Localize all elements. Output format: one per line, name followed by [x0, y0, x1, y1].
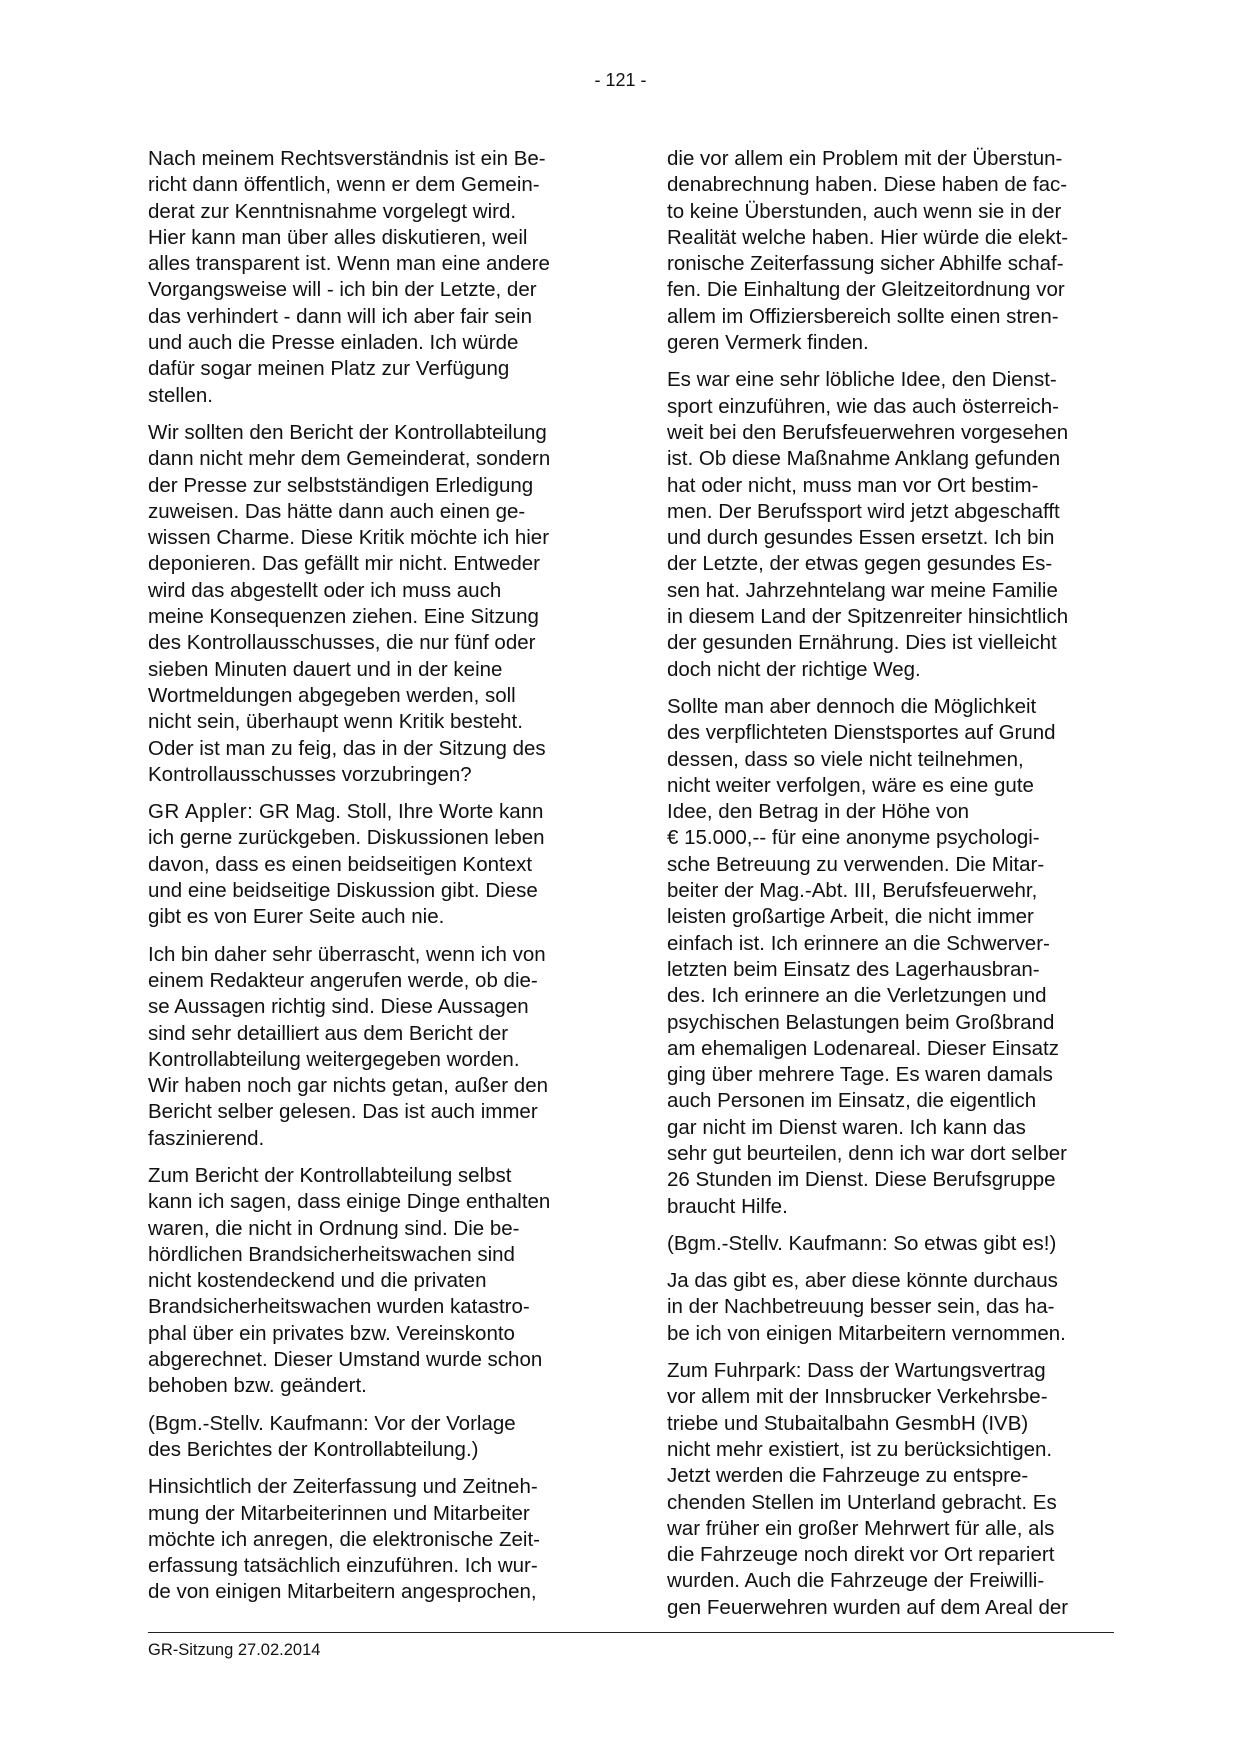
interjection: (Bgm.-Stellv. Kaufmann: So etwas gibt es!) [667, 1231, 1057, 1255]
paragraph: Zum Fuhrpark: Dass der Wartungsvertrag vor allem mit der Innsbrucker Verkehrsbe- triebe und Stubaitalbahn GesmbH (IVB) nicht mehr existiert, ist zu berücksichtigen. Jetzt werden die Fahrzeuge zu entspre- chenden Stellen im Unterland gebracht. Es war früher ein großer Mehrwert für alle, als die Fahrzeuge noch direkt vor Ort repariert wurden. Auch die Fahrzeuge der Freiwilli- gen Feuerwehren wurden auf dem Areal der [667, 1359, 1069, 1619]
paragraph: Wir sollten den Bericht der Kontrollabteilung dann nicht mehr dem Gemeinderat, sondern der Presse zur selbstständigen Erledigung zuweisen. Das hätte dann auch einen ge- wissen Charme. Diese Kritik möchte ich hier deponieren. Das gefällt mir nicht. Entweder wird das abgestellt oder ich muss auch meine Konsequenzen ziehen. Eine Sitzung des Kontrollausschusses, die nur fünf oder sieben Minuten dauert und in der keine Wortmeldungen abgegeben werden, soll nicht sein, überhaupt wenn Kritik besteht. Oder ist man zu feig, das in der Sitzung des Kontrollausschusses vorzubringen? [148, 420, 551, 786]
paragraph: Zum Bericht der Kontrollabteilung selbst kann ich sagen, dass einige Dinge enthalten waren, die nicht in Ordnung sind. Die be- hördlichen Brandsicherheitswachen sind nicht kostendeckend und die privaten Brandsicherheitswachen wurden katastro- phal über ein privates bzw. Vereinskonto abgerechnet. Dieser Umstand wurde schon behoben bzw. geändert. [148, 1163, 551, 1398]
paragraph: Ja das gibt es, aber diese könnte durchaus in der Nachbetreuung besser sein, das ha- be ich von einigen Mitarbeitern vernommen. [667, 1269, 1066, 1345]
paragraph: Nach meinem Rechtsverständnis ist ein Be- richt dann öffentlich, wenn er dem Gemein- derat zur Kenntnisnahme vorgelegt wird. Hier kann man über alles diskutieren, weil alles transparent ist. Wenn man eine andere Vorgangsweise will - ich bin der Letzte, der das verhindert - dann will ich aber fair sein und auch die Presse einladen. Ich würde dafür sogar meinen Platz zur Verfügung stellen. [148, 147, 550, 407]
interjection: (Bgm.-Stellv. Kaufmann: Vor der Vorlage des Berichtes der Kontrollabteilung.) [148, 1411, 516, 1461]
footer-text: GR-Sitzung 27.02.2014 [148, 1641, 321, 1659]
footer-rule [148, 1632, 1114, 1633]
left-column [148, 146, 594, 1617]
paragraph: die vor allem ein Problem mit der Überstun- denabrechnung haben. Diese haben de fac- to keine Überstunden, auch wenn sie in der Realität welche haben. Hier würde die elekt- ronische Zeiterfassung sicher Abhilfe schaf- fen. Die Einhaltung der Gleitzeitordnung vor allem im Offiziersbereich sollte einen stren- geren Vermerk finden. [667, 147, 1069, 355]
paragraph: Hinsichtlich der Zeiterfassung und Zeitneh- mung der Mitarbeiterinnen und Mitarbeiter möchte ich anregen, die elektronische Zeit- erfassung tatsächlich einzuführen. Ich wur- de von einigen Mitarbeitern angesprochen, [148, 1475, 540, 1604]
paragraph: Ich bin daher sehr überrascht, wenn ich von einem Redakteur angerufen werde, ob die- se Aussagen richtig sind. Diese Aussagen sind sehr detailliert aus dem Bericht der Kontrollabteilung weitergegeben worden. Wir haben noch gar nichts getan, außer den Bericht selber gelesen. Das ist auch immer faszinierend. [148, 942, 548, 1150]
paragraph-speech [148, 799, 594, 930]
speech-text: GR Mag. Stoll, Ihre Worte kann ich gerne zurückgeben. Diskussionen leben davon, dass es einen beidseitigen Kontext und eine beidseitige Diskussion gibt. Diese gibt es von Eurer Seite auch nie. [148, 800, 545, 929]
paragraph: Sollte man aber dennoch die Möglichkeit des verpflichteten Dienstsportes auf Grund dessen, dass so viele nicht teilnehmen, nicht weiter verfolgen, wäre es eine gute Idee, den Betrag in der Höhe von € 15.000,-- für eine anonyme psychologi- sche Betreuung zu verwenden. Die Mitar- beiter der Mag.-Abt. III, Berufsfeuerwehr, leisten großartige Arbeit, die nicht immer einfach ist. Ich erinnere an die Schwerver- letzten beim Einsatz des Lagerhausbran- des. Ich erinnere an die Verletzungen und psychischen Belastungen beim Großbrand am ehemaligen Lodenareal. Dieser Einsatz ging über mehrere Tage. Es waren damals auch Personen im Einsatz, die eigentlich gar nicht im Dienst waren. Ich kann das sehr gut beurteilen, denn ich war dort selber 26 Stunden im Dienst. Diese Berufsgruppe braucht Hilfe. [667, 694, 1067, 1218]
page-number: - 121 - [594, 70, 647, 90]
speaker-name: GR Appler: [148, 800, 254, 824]
right-column [667, 146, 1113, 1632]
paragraph: Es war eine sehr löbliche Idee, den Dienst- sport einzuführen, wie das auch österreich- weit bei den Berufsfeuerwehren vorgesehen ist. Ob diese Maßnahme Anklang gefunden hat oder nicht, muss man vor Ort bestim- men. Der Berufssport wird jetzt abgeschafft und durch gesundes Essen ersetzt. Ich bin der Letzte, der etwas gegen gesundes Es- sen hat. Jahrzehntelang war meine Familie in diesem Land der Spitzenreiter hinsichtlich der gesunden Ernährung. Dies ist vielleicht doch nicht der richtige Weg. [667, 368, 1069, 681]
